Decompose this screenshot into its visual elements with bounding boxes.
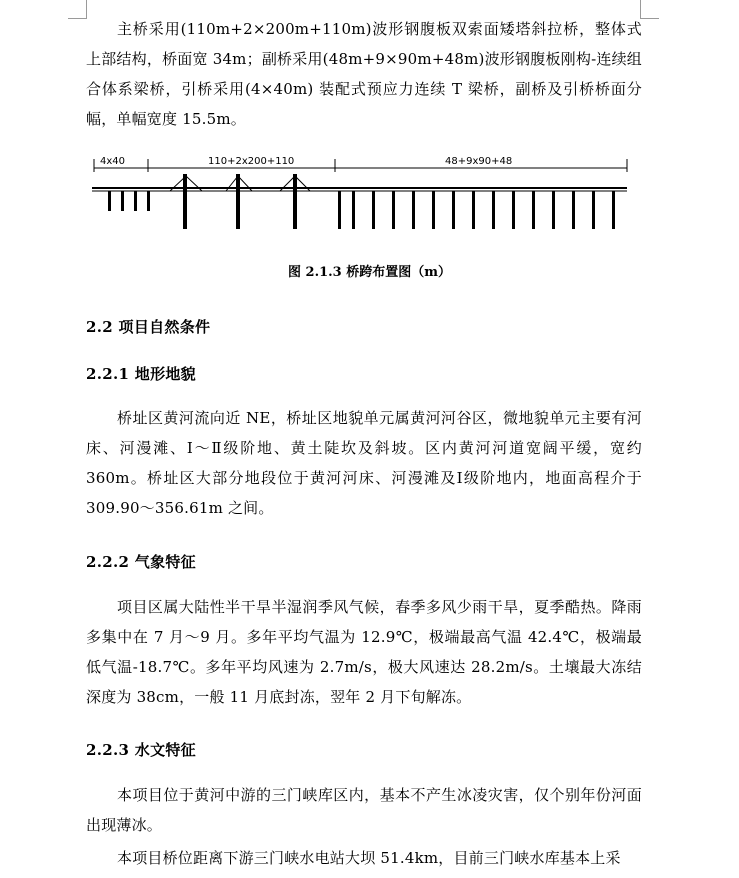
hydrology-paragraph-2: 本项目桥位距离下游三门峡水电站大坝 51.4km，目前三门峡水库基本上采 [117,849,621,867]
page-corner-mark-top-left [68,0,87,19]
bridge-pier [552,191,555,229]
bridge-pier [147,191,150,211]
bridge-pier [592,191,595,229]
dimension-label-main: 110+2x200+110 [208,156,295,167]
bridge-pier [572,191,575,229]
bridge-pier [412,191,415,229]
intro-paragraph: 主桥采用(110m+2×200m+110m)波形钢腹板双索面矮塔斜拉桥，整体式上部结构，桥面宽 34m；副桥采用(48m+9×90m+48m)波形钢腹板刚构-连续组合体系梁桥，引桥采用(4×40m) 装配式预应力连续 T 梁桥，副桥及引桥桥面分幅，单幅宽度 15.5m。 [86,20,642,128]
hydrology-paragraph-1: 本项目位于黄河中游的三门峡库区内，基本不产生冰凌灾害，仅个别年份河面出现薄冰。 [86,786,642,834]
bridge-pier [352,191,355,229]
bridge-pier [492,191,495,229]
bridge-pier [612,191,615,229]
terrain-paragraph: 桥址区黄河流向近 NE，桥址区地貌单元属黄河河谷区，微地貌单元主要有河床、河漫滩、Ⅰ～Ⅱ级阶地、黄土陡坎及斜坡。区内黄河河道宽阔平缓，宽约 360m。桥址区大部分地段位于黄河河床、河漫滩及Ⅰ级阶地内，地面高程介于 309.90～356.61m 之间。 [86,409,642,517]
bridge-pier [134,191,137,211]
bridge-pier [452,191,455,229]
bridge-pier [432,191,435,229]
main-pylon-3 [293,174,297,229]
dimension-label-approach: 4x40 [100,156,126,167]
bridge-pier [392,191,395,229]
climate-paragraph: 项目区属大陆性半干旱半湿润季风气候，春季多风少雨干旱，夏季酷热。降雨多集中在 7 月～9 月。多年平均气温为 12.9℃，极端最高气温 42.4℃，极端最低气温-18.7℃。多年平均风速为 2.7m/s，极大风速达 28.2m/s。土壤最大冻结深度为 38cm，一般 11 月底封冻，翌年 2 月下旬解冻。 [86,598,642,706]
bridge-pier [512,191,515,229]
bridge-pier [372,191,375,229]
bridge-span-diagram [90,150,635,232]
bridge-pier [472,191,475,229]
dimension-label-secondary: 48+9x90+48 [445,156,513,167]
main-pylon-1 [183,174,187,229]
main-pylon-2 [236,174,240,229]
page-corner-mark-top-right [640,0,659,19]
bridge-pier [121,191,124,211]
bridge-pier [532,191,535,229]
section-heading-2-2-2: 2.2.2 气象特征 [86,553,196,571]
bridge-pier [108,191,111,211]
bridge-span-figure [90,150,635,236]
section-heading-2-2-1: 2.2.1 地形地貌 [86,365,196,383]
section-heading-2-2-3: 2.2.3 水文特征 [86,741,196,759]
figure-caption: 图 2.1.3 桥跨布置图（m） [288,265,451,280]
section-heading-2-2: 2.2 项目自然条件 [86,318,211,336]
bridge-pier [338,191,341,229]
